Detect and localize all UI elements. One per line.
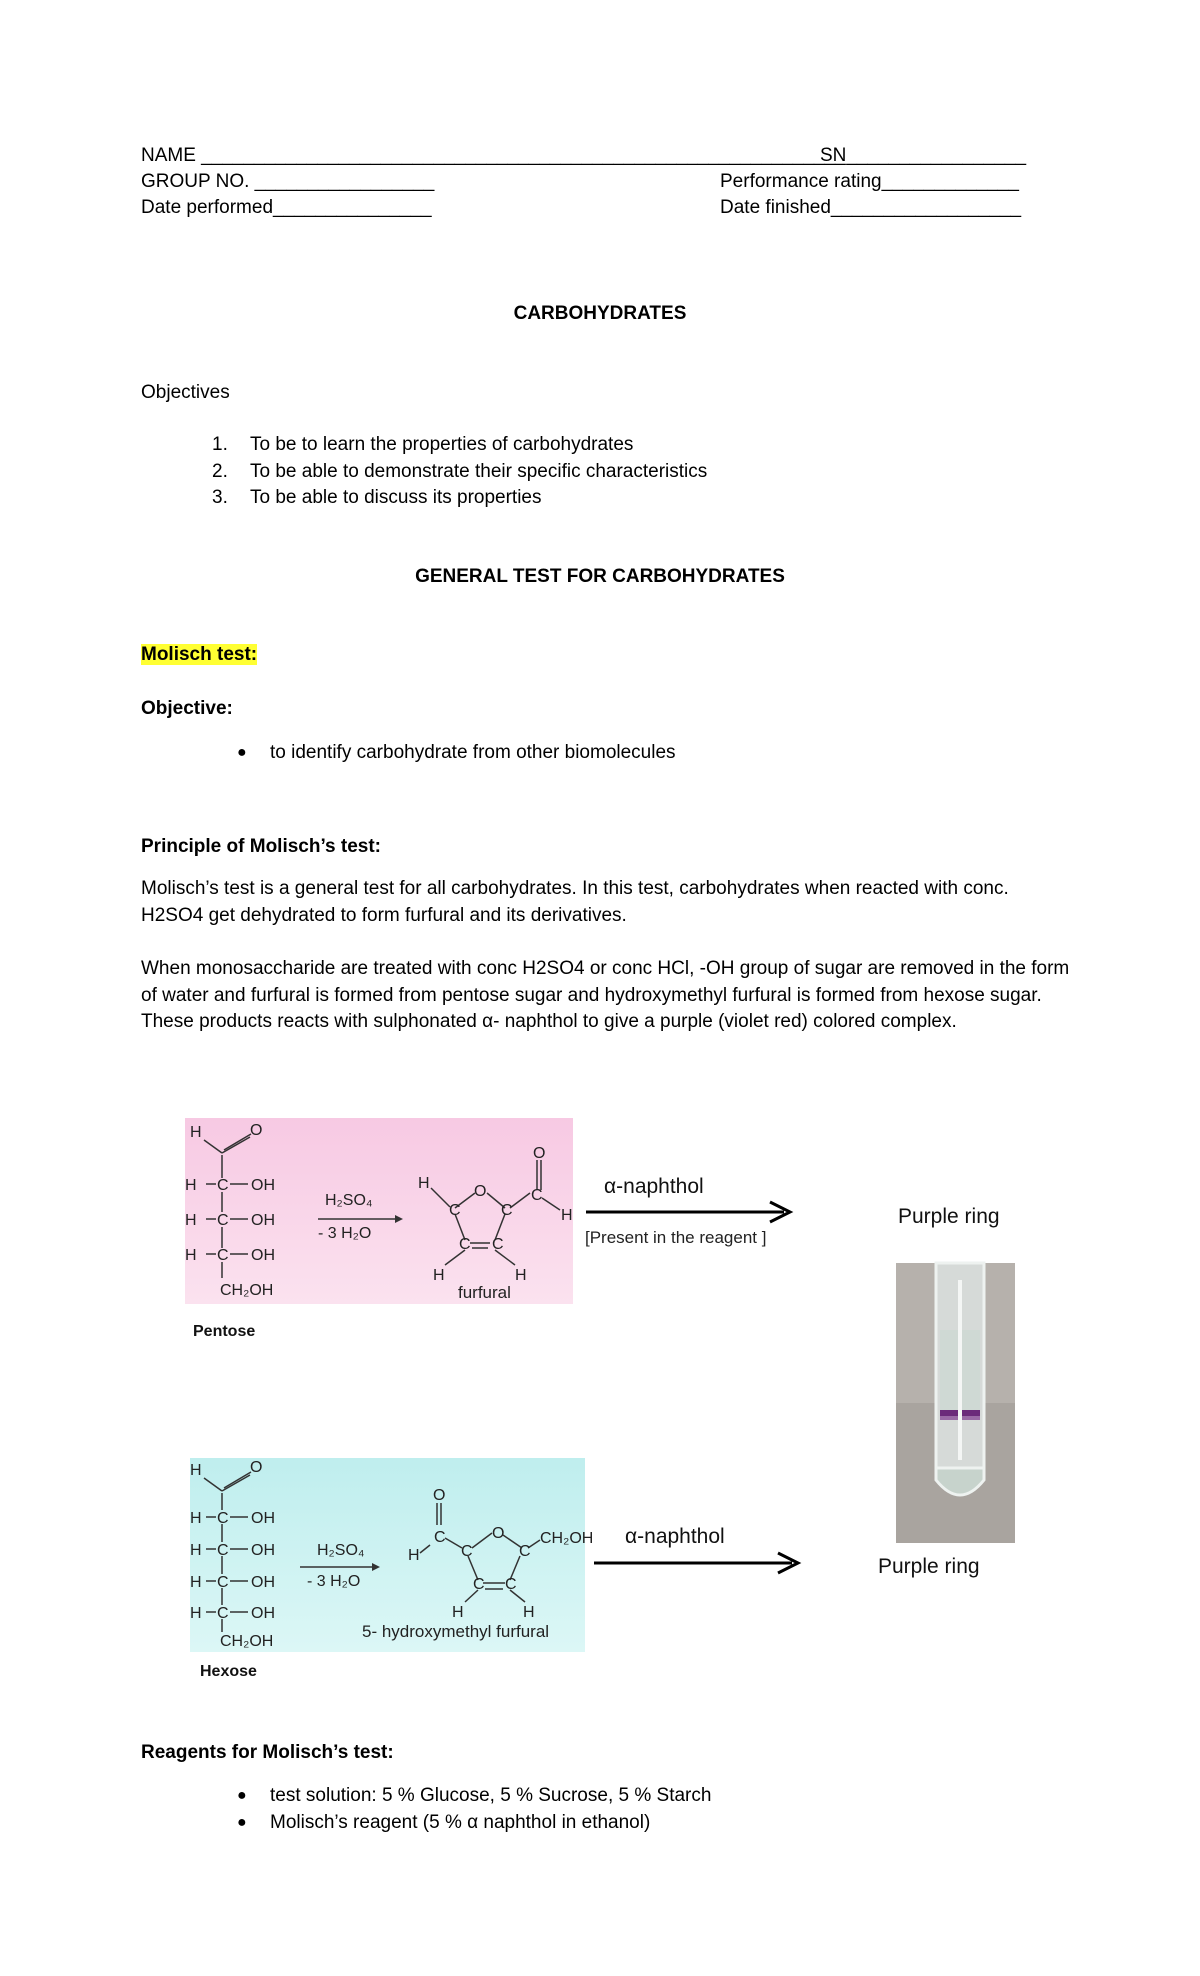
hexose-label: Hexose xyxy=(200,1663,257,1680)
principle-paragraph-2: When monosaccharide are treated with conc H2SO4 or conc HCl, -OH group of sugar are removed in the form of water and furfural is formed from pentose sugar and hydroxymethyl furfural is formed from hexose sugar. These products reacts with sulphonated α- naphthol to give a purple (violet red) colored complex. xyxy=(141,958,1070,1032)
atom-label: C xyxy=(217,1247,229,1264)
atom-label: OH xyxy=(251,1212,275,1229)
water-label: - 3 H₂O xyxy=(318,1225,372,1242)
atom-label: H xyxy=(561,1207,573,1224)
reagent-text: test solution: 5 % Glucose, 5 % Sucrose, 5 % Starch xyxy=(270,1785,712,1806)
atom-label: C xyxy=(461,1543,473,1560)
objective-heading: Objective: xyxy=(141,698,233,719)
date-performed-label: Date performed_______________ xyxy=(141,197,432,218)
pentose-label: Pentose xyxy=(193,1323,256,1340)
naphthol-label: α-naphthol xyxy=(604,1175,704,1198)
bullet-icon: ● xyxy=(237,744,247,761)
hmf-label: 5- hydroxymethyl furfural xyxy=(362,1622,550,1641)
atom-label: H xyxy=(190,1574,202,1591)
atom-label: CH₂OH xyxy=(540,1530,594,1547)
atom-label: H xyxy=(433,1267,445,1284)
atom-label: OH xyxy=(251,1574,275,1591)
reagent-label: H₂SO₄ xyxy=(325,1192,373,1209)
section-title: GENERAL TEST FOR CARBOHYDRATES xyxy=(415,566,785,587)
atom-label: OH xyxy=(251,1247,275,1264)
molisch-heading: Molisch test: xyxy=(141,644,258,665)
atom-label: C xyxy=(492,1236,504,1253)
atom-label: C xyxy=(217,1177,229,1194)
atom-label: C xyxy=(505,1576,517,1593)
atom-label: CH₂OH xyxy=(220,1282,274,1299)
list-item xyxy=(141,1782,711,1809)
bullet-icon: ● xyxy=(237,1787,247,1804)
atom-label: O xyxy=(474,1183,487,1200)
atom-label: C xyxy=(217,1542,229,1559)
objective-text: To be able to demonstrate their specific characteristics xyxy=(250,460,708,482)
atom-label: H xyxy=(185,1212,197,1229)
list-number: 2. xyxy=(212,460,228,482)
atom-label: C xyxy=(217,1574,229,1591)
atom-label: O xyxy=(492,1525,505,1542)
atom-label: H xyxy=(523,1604,535,1621)
atom-label: H xyxy=(452,1604,464,1621)
list-number: 1. xyxy=(212,434,228,455)
page-title: CARBOHYDRATES xyxy=(513,303,687,324)
naphthol-label: α-naphthol xyxy=(625,1525,725,1548)
list-number: 3. xyxy=(212,487,228,508)
atom-label: O xyxy=(533,1145,546,1162)
atom-label: H xyxy=(418,1175,430,1192)
performance-rating-label: Performance rating_____________ xyxy=(720,171,1019,192)
atom-label: H xyxy=(408,1547,420,1564)
reagent-text: Molisch’s reagent (5 % α naphthol in ethanol) xyxy=(270,1812,651,1833)
atom-label: OH xyxy=(251,1177,275,1194)
atom-label: H xyxy=(515,1267,527,1284)
list-item xyxy=(141,1809,711,1836)
atom-label: C xyxy=(531,1187,543,1204)
test-tube-photo xyxy=(896,1263,1015,1543)
purple-ring-label-1: Purple ring xyxy=(898,1205,1000,1228)
objectives-heading: Objectives xyxy=(141,382,230,403)
principle-paragraph-1: Molisch’s test is a general test for all carbohydrates. In this test, carbohydrates when reacted with conc. H2SO4 get dehydrated to form furfural and its derivatives. xyxy=(141,878,1009,926)
principle-heading: Principle of Molisch’s test: xyxy=(141,836,382,857)
atom-label: O xyxy=(250,1459,263,1476)
furfural-label: furfural xyxy=(458,1283,511,1302)
atom-label: H xyxy=(190,1510,202,1527)
atom-label: H xyxy=(190,1462,202,1479)
atom-label: C xyxy=(459,1236,471,1253)
bullet-text: to identify carbohydrate from other biomolecules xyxy=(270,742,676,763)
atom-label: O xyxy=(250,1122,263,1139)
atom-label: H xyxy=(190,1605,202,1622)
atom-label: OH xyxy=(251,1605,275,1622)
purple-ring-label-2: Purple ring xyxy=(878,1555,980,1578)
water-label: - 3 H₂O xyxy=(307,1573,361,1590)
reagents-heading: Reagents for Molisch’s test: xyxy=(141,1742,394,1763)
sn-field-label: SN_________________ xyxy=(820,145,1027,166)
atom-label: C xyxy=(449,1202,461,1219)
atom-label: H xyxy=(190,1542,202,1559)
objective-text: To be to learn the properties of carbohydrates xyxy=(250,434,634,455)
atom-label: C xyxy=(217,1212,229,1229)
atom-label: O xyxy=(433,1487,446,1504)
bullet-icon: ● xyxy=(237,1814,247,1831)
atom-label: C xyxy=(217,1605,229,1622)
objective-text: To be able to discuss its properties xyxy=(250,487,542,508)
atom-label: H xyxy=(185,1247,197,1264)
date-finished-label: Date finished__________________ xyxy=(720,197,1022,218)
atom-label: OH xyxy=(251,1542,275,1559)
atom-label: C xyxy=(434,1529,446,1546)
present-in-reagent-note: [Present in the reagent ] xyxy=(585,1228,767,1247)
reagent-label: H₂SO₄ xyxy=(317,1542,365,1559)
name-field-label: NAME _____________________________________________________________ xyxy=(141,145,846,166)
group-field-label: GROUP NO. _________________ xyxy=(141,171,435,192)
atom-label: H xyxy=(185,1177,197,1194)
atom-label: H xyxy=(190,1124,202,1141)
atom-label: C xyxy=(473,1576,485,1593)
reagents-list xyxy=(141,1782,711,1836)
atom-label: CH₂OH xyxy=(220,1633,274,1650)
atom-label: C xyxy=(501,1202,513,1219)
atom-label: C xyxy=(519,1543,531,1560)
atom-label: OH xyxy=(251,1510,275,1527)
atom-label: C xyxy=(217,1510,229,1527)
